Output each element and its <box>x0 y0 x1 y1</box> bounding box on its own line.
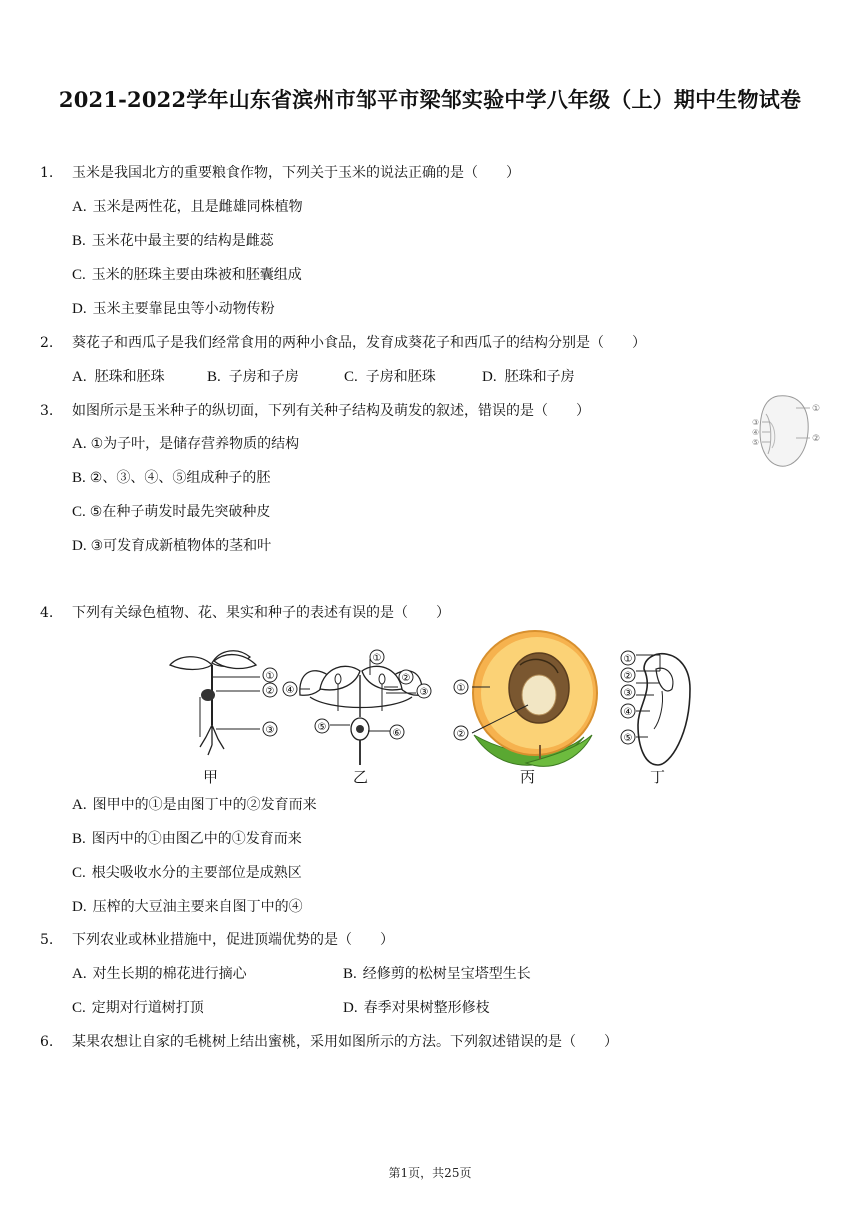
panel-name-yi: 乙 <box>353 768 369 786</box>
ding-label-2: ② <box>623 671 633 682</box>
question-stem: 葵花子和西瓜子是我们经常食用的两种小食品，发育成葵花子和西瓜子的结构分别是（ ） <box>72 335 646 351</box>
panel-name-bing: 丙 <box>520 768 536 786</box>
seed-label-1: ① <box>812 404 821 414</box>
question-5 <box>40 929 394 949</box>
option-letter: B. <box>72 831 86 847</box>
option-letter: A. <box>72 436 87 452</box>
q2-option-c[interactable] <box>344 366 436 386</box>
option-text: 子房和子房 <box>228 369 299 385</box>
option-letter: A. <box>72 369 87 385</box>
option-text: 子房和胚珠 <box>365 369 436 385</box>
q3-option-a[interactable] <box>72 433 299 453</box>
option-text: ⑤在种子萌发时最先突破种皮 <box>89 504 271 520</box>
option-text: 胚珠和子房 <box>504 369 575 385</box>
option-text: 胚珠和胚珠 <box>94 369 165 385</box>
q1-option-b[interactable] <box>72 230 274 250</box>
q2-option-a[interactable] <box>72 366 165 386</box>
ding-label-4: ④ <box>623 707 633 718</box>
q5-option-b[interactable] <box>343 963 531 983</box>
yi-label-2: ② <box>401 673 411 684</box>
option-text: 经修剪的松树呈宝塔型生长 <box>362 966 531 982</box>
option-text: 玉米主要靠昆虫等小动物传粉 <box>92 301 275 317</box>
question-4 <box>40 602 450 622</box>
panel-name-jia: 甲 <box>203 768 219 786</box>
ding-label-1: ① <box>623 654 633 665</box>
bing-label-2: ② <box>456 729 466 740</box>
option-letter: A. <box>72 199 87 215</box>
option-letter: C. <box>72 865 86 881</box>
option-letter: C. <box>72 504 86 520</box>
question-2 <box>40 332 646 352</box>
q4-option-b[interactable] <box>72 828 302 848</box>
bean-seed-drawing <box>638 654 690 765</box>
question-number: 2. <box>40 335 54 351</box>
q4-option-a[interactable] <box>72 794 317 814</box>
option-text: 根尖吸收水分的主要部位是成熟区 <box>91 865 302 881</box>
question-1 <box>40 162 520 182</box>
option-text: ③可发育成新植物体的茎和叶 <box>90 538 272 554</box>
page-footer: 第1页，共25页 <box>388 1166 472 1180</box>
question-stem: 玉米是我国北方的重要粮食作物，下列关于玉米的说法正确的是（ ） <box>72 165 520 181</box>
option-text: ①为子叶，是储存营养物质的结构 <box>90 436 300 452</box>
yi-label-4: ④ <box>285 685 295 696</box>
yi-label-3: ③ <box>419 687 429 698</box>
question-6 <box>40 1031 618 1051</box>
option-letter: D. <box>72 899 87 915</box>
yi-label-5: ⑤ <box>317 722 327 733</box>
panel-name-ding: 丁 <box>650 768 666 786</box>
question-number: 5. <box>40 932 54 948</box>
ding-label-5: ⑤ <box>623 733 633 744</box>
question-3 <box>40 400 590 420</box>
option-letter: D. <box>343 1000 358 1016</box>
peach-drawing <box>473 631 597 766</box>
q5-option-c[interactable] <box>72 997 204 1017</box>
q1-option-a[interactable] <box>72 196 303 216</box>
option-text: ②、③、④、⑤组成种子的胚 <box>89 470 271 486</box>
q4-option-c[interactable] <box>72 862 302 882</box>
q3-option-d[interactable] <box>72 535 271 555</box>
jia-label-1: ① <box>265 671 275 682</box>
option-text: 玉米是两性花，且是雌雄同株植物 <box>92 199 303 215</box>
option-letter: C. <box>344 369 358 385</box>
yi-label-1: ① <box>372 653 382 664</box>
seed-label-5: ⑤ <box>752 438 760 447</box>
q5-option-a[interactable] <box>72 963 247 983</box>
option-letter: D. <box>72 538 87 554</box>
seed-label-2: ② <box>812 434 821 444</box>
option-letter: A. <box>72 797 87 813</box>
option-letter: D. <box>72 301 87 317</box>
q2-option-d[interactable] <box>482 366 575 386</box>
q3-option-b[interactable] <box>72 467 270 487</box>
option-letter: B. <box>207 369 221 385</box>
question-number: 3. <box>40 403 54 419</box>
q4-option-d[interactable] <box>72 896 303 916</box>
q1-option-d[interactable] <box>72 298 275 318</box>
question-stem: 下列有关绿色植物、花、果实和种子的表述有误的是（ ） <box>72 605 450 621</box>
seed-label-4: ④ <box>752 428 760 437</box>
q3-option-c[interactable] <box>72 501 270 521</box>
plant-structures-figure <box>160 625 705 790</box>
ding-label-3: ③ <box>623 688 633 699</box>
question-number: 6. <box>40 1034 54 1050</box>
q2-option-b[interactable] <box>207 366 299 386</box>
option-letter: C. <box>72 1000 86 1016</box>
option-text: 玉米花中最主要的结构是雌蕊 <box>91 233 274 249</box>
option-text: 图甲中的①是由图丁中的②发育而来 <box>92 797 317 813</box>
jia-label-2: ② <box>265 686 275 697</box>
yi-label-6: ⑥ <box>392 728 402 739</box>
option-letter: D. <box>482 369 497 385</box>
option-text: 玉米的胚珠主要由珠被和胚囊组成 <box>91 267 302 283</box>
option-text: 压榨的大豆油主要来自图丁中的④ <box>92 899 303 915</box>
option-letter: B. <box>343 966 357 982</box>
jia-label-3: ③ <box>265 725 275 736</box>
seedling-drawing <box>170 651 256 755</box>
option-text: 春季对果树整形修枝 <box>363 1000 490 1016</box>
option-text: 图丙中的①由图乙中的①发育而来 <box>91 831 302 847</box>
q1-option-c[interactable] <box>72 264 302 284</box>
question-number: 1. <box>40 165 54 181</box>
option-letter: C. <box>72 267 86 283</box>
option-text: 定期对行道树打顶 <box>91 1000 204 1016</box>
question-stem: 下列农业或林业措施中，促进顶端优势的是（ ） <box>72 932 394 948</box>
bing-label-1: ① <box>456 683 466 694</box>
seed-label-3: ③ <box>752 418 760 427</box>
option-letter: B. <box>72 233 86 249</box>
q5-option-d[interactable] <box>343 997 490 1017</box>
option-text: 对生长期的棉花进行摘心 <box>92 966 247 982</box>
question-stem: 某果农想让自家的毛桃树上结出蜜桃，采用如图所示的方法。下列叙述错误的是（ ） <box>72 1034 618 1050</box>
option-letter: B. <box>72 470 86 486</box>
question-number: 4. <box>40 605 54 621</box>
corn-seed-figure <box>748 392 824 472</box>
question-stem: 如图所示是玉米种子的纵切面，下列有关种子结构及萌发的叙述，错误的是（ ） <box>72 403 590 419</box>
option-letter: A. <box>72 966 87 982</box>
page-title: 2021-2022学年山东省滨州市邹平市梁邹实验中学八年级（上）期中生物试卷 <box>58 87 802 112</box>
